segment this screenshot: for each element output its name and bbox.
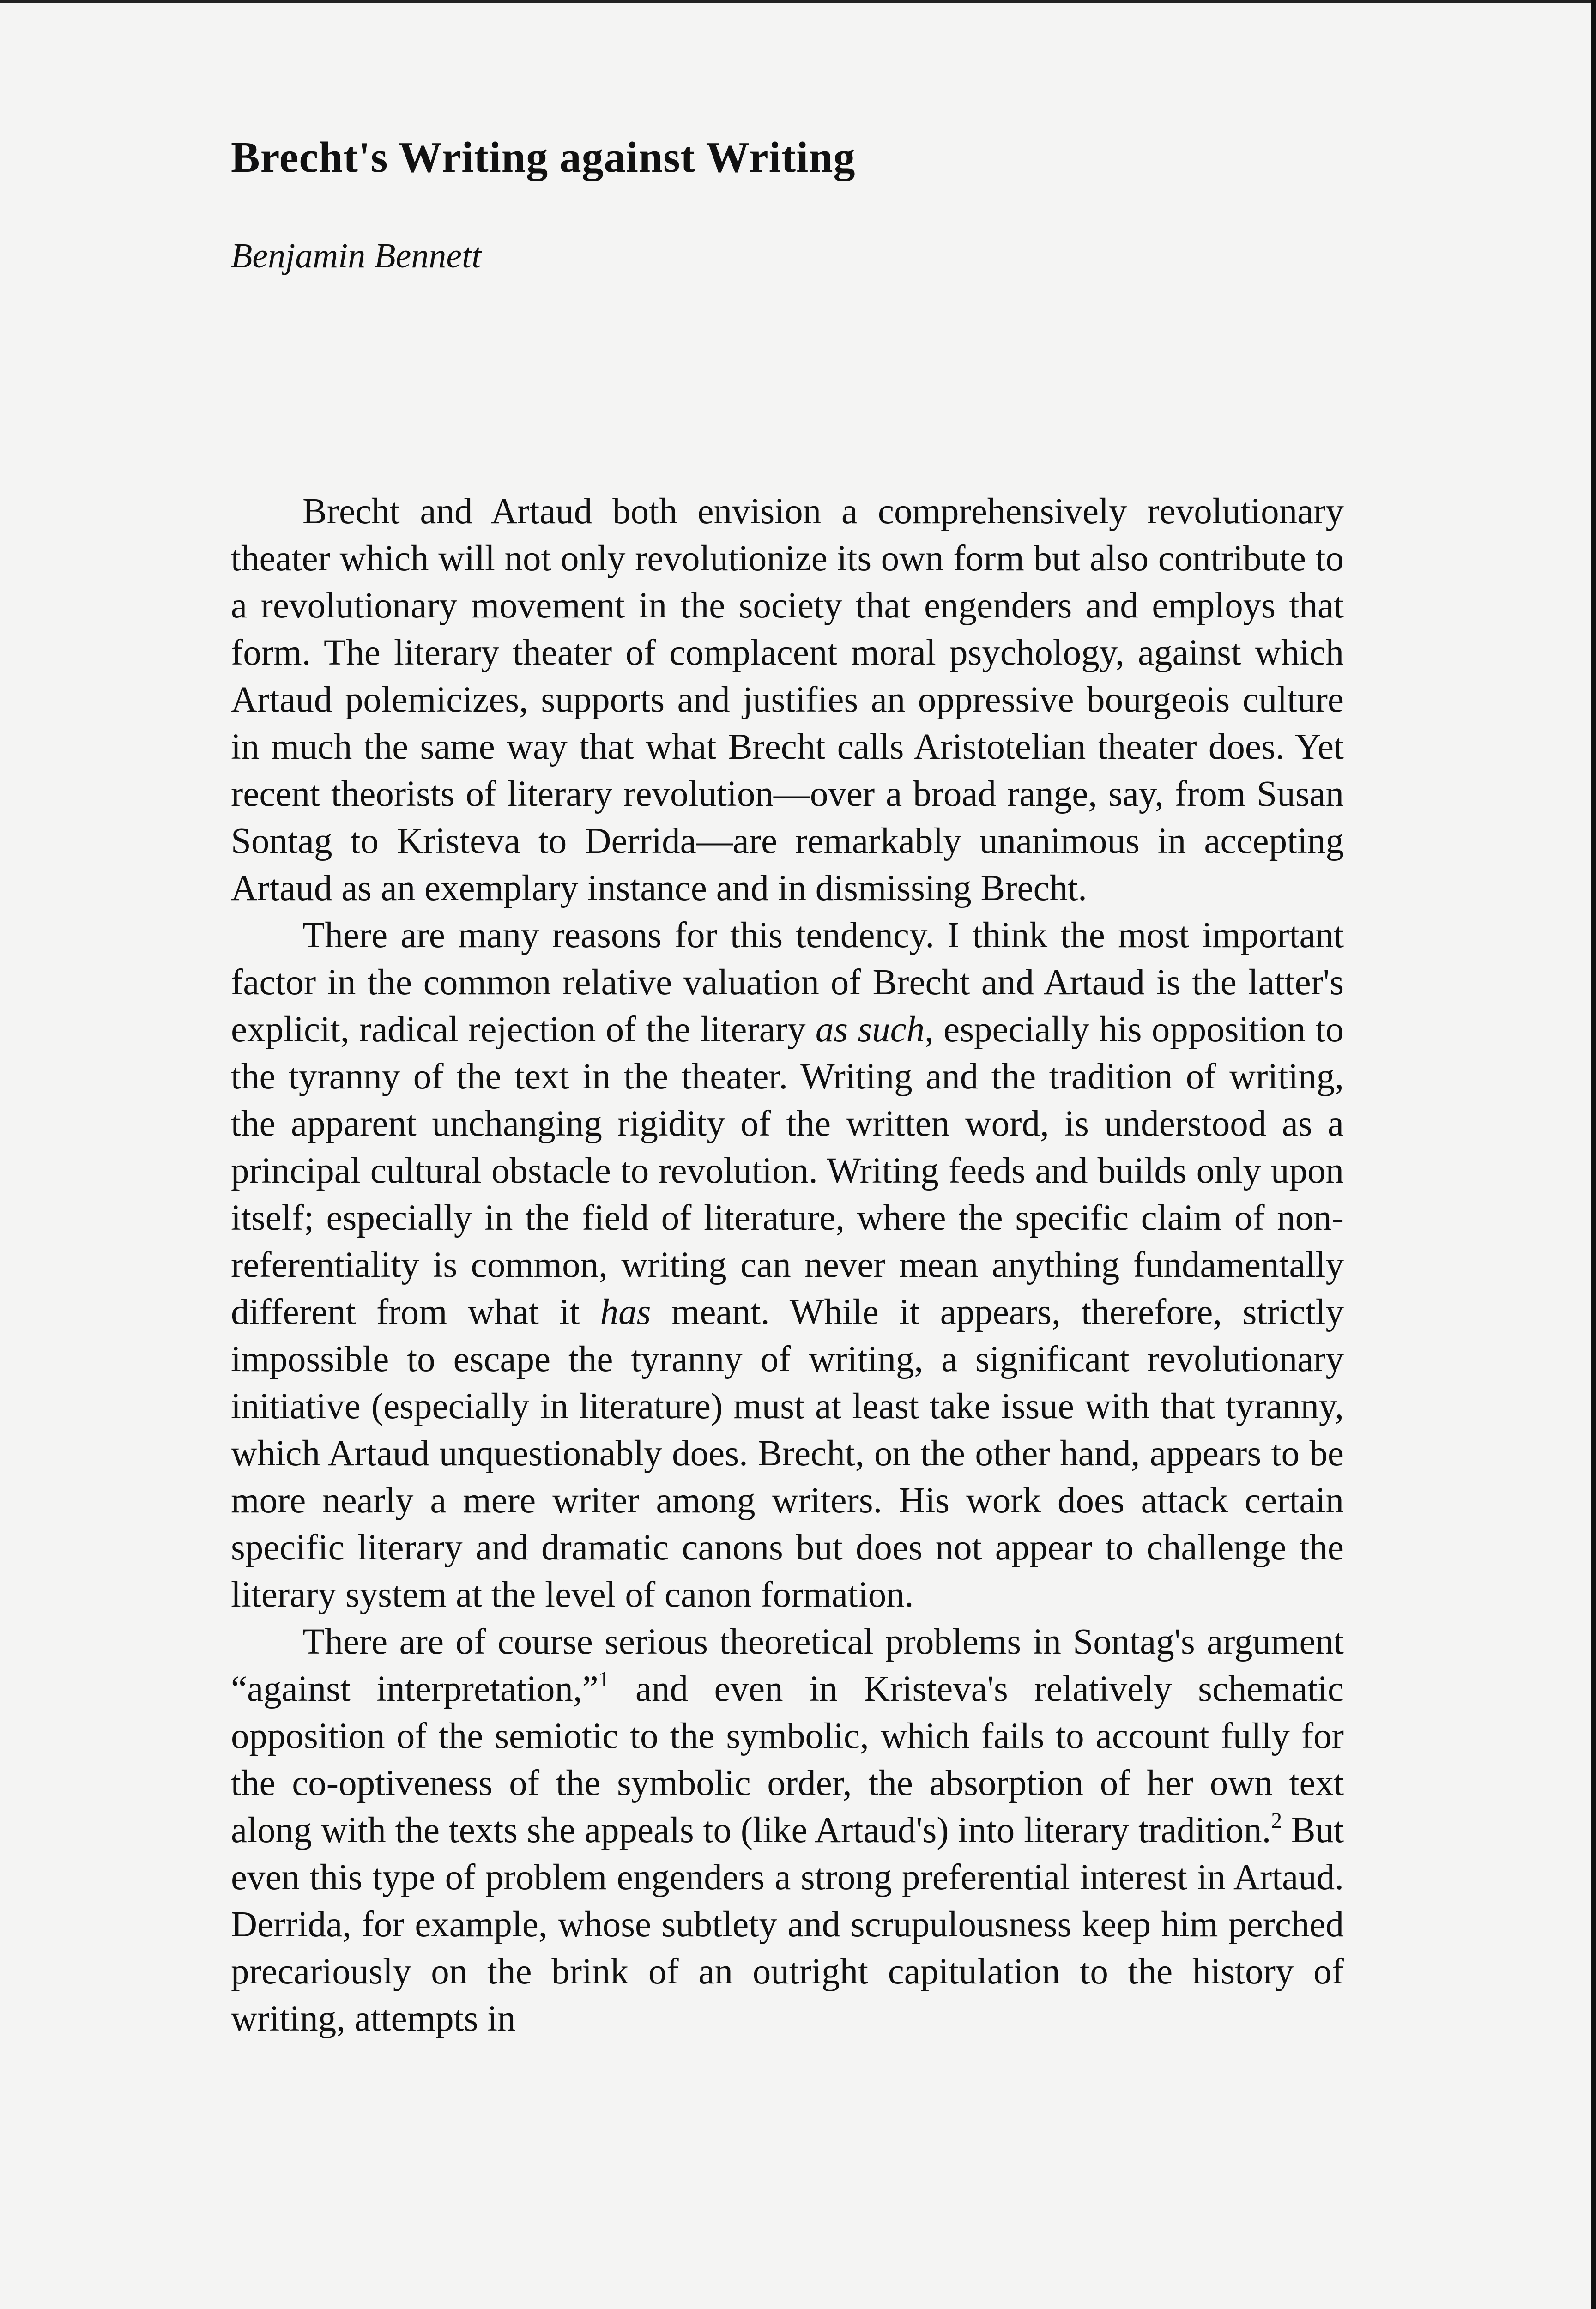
text-run: But even this type of problem engenders a strong preferential interest in Artaud. Derrida, for example, whose subtlety and scrupulousness keep him perched precariously on the brink of an outright capitulation to the history of writing, attempts in [231, 1810, 1344, 2039]
paragraph-3 [231, 1619, 1344, 2043]
scan-top-edge [0, 0, 1596, 3]
italic-emphasis: as such [815, 1009, 925, 1050]
text-run: There are of course serious theoretical problems in Sontag's argument “against interpretation,” [231, 1621, 1344, 1709]
article-body [231, 134, 1344, 2043]
article-title: Brecht's Writing against Writing [231, 133, 856, 181]
text-run: and even in Kristeva's relatively schematic opposition of the semiotic to the symbolic, which fails to account fully for the co-optiveness of the symbolic order, the absorption of her own text along with the texts she appeals to (like Artaud's) into literary tradition. [231, 1668, 1344, 1850]
article-text [231, 488, 1344, 2043]
paragraph-2 [231, 912, 1344, 1619]
text-run: , especially his opposition to the tyranny of the text in the theater. Writing and the tradition of writing, the apparent unchanging rigidity of the written word, is understood as a principal cultural obstacle to revolution. Writing feeds and builds only upon itself; especially in the field of literature, where the specific claim of non-referentiality is common, writing can never mean anything fundamentally different from what it [231, 1009, 1344, 1332]
scan-right-edge [1591, 0, 1596, 2309]
article-author: Benjamin Bennett [231, 236, 482, 276]
paragraph-1 [231, 488, 1344, 912]
text-run: There are many reasons for this tendency. I think the most important factor in the common relative valuation of Brecht and Artaud is the latter's explicit, radical rejection of the literary [231, 915, 1344, 1050]
footnote-marker: 2 [1271, 1809, 1282, 1833]
footnote-marker: 1 [598, 1668, 610, 1692]
italic-emphasis: has [600, 1292, 651, 1332]
text-run: Brecht and Artaud both envision a comprehensively revolutionary theater which will not only revolutionize its own form but also contribute to a revolutionary movement in the society that engenders and employs that form. The literary theater of complacent moral psychology, against which Artaud polemicizes, supports and justifies an oppressive bourgeois culture in much the same way that what Brecht calls Aristotelian theater does. Yet recent theorists of literary revolution—over a broad range, say, from Susan Sontag to Kristeva to Derrida—are remarkably unanimous in accepting Artaud as an exemplary instance and in dismissing Brecht. [231, 491, 1344, 908]
text-run: meant. While it appears, therefore, strictly impossible to escape the tyranny of writing, a significant revolutionary initiative (especially in literature) must at least take issue with that tyranny, which Artaud unquestionably does. Brecht, on the other hand, appears to be more nearly a mere writer among writers. His work does attack certain specific literary and dramatic canons but does not appear to challenge the literary system at the level of canon formation. [231, 1292, 1344, 1615]
